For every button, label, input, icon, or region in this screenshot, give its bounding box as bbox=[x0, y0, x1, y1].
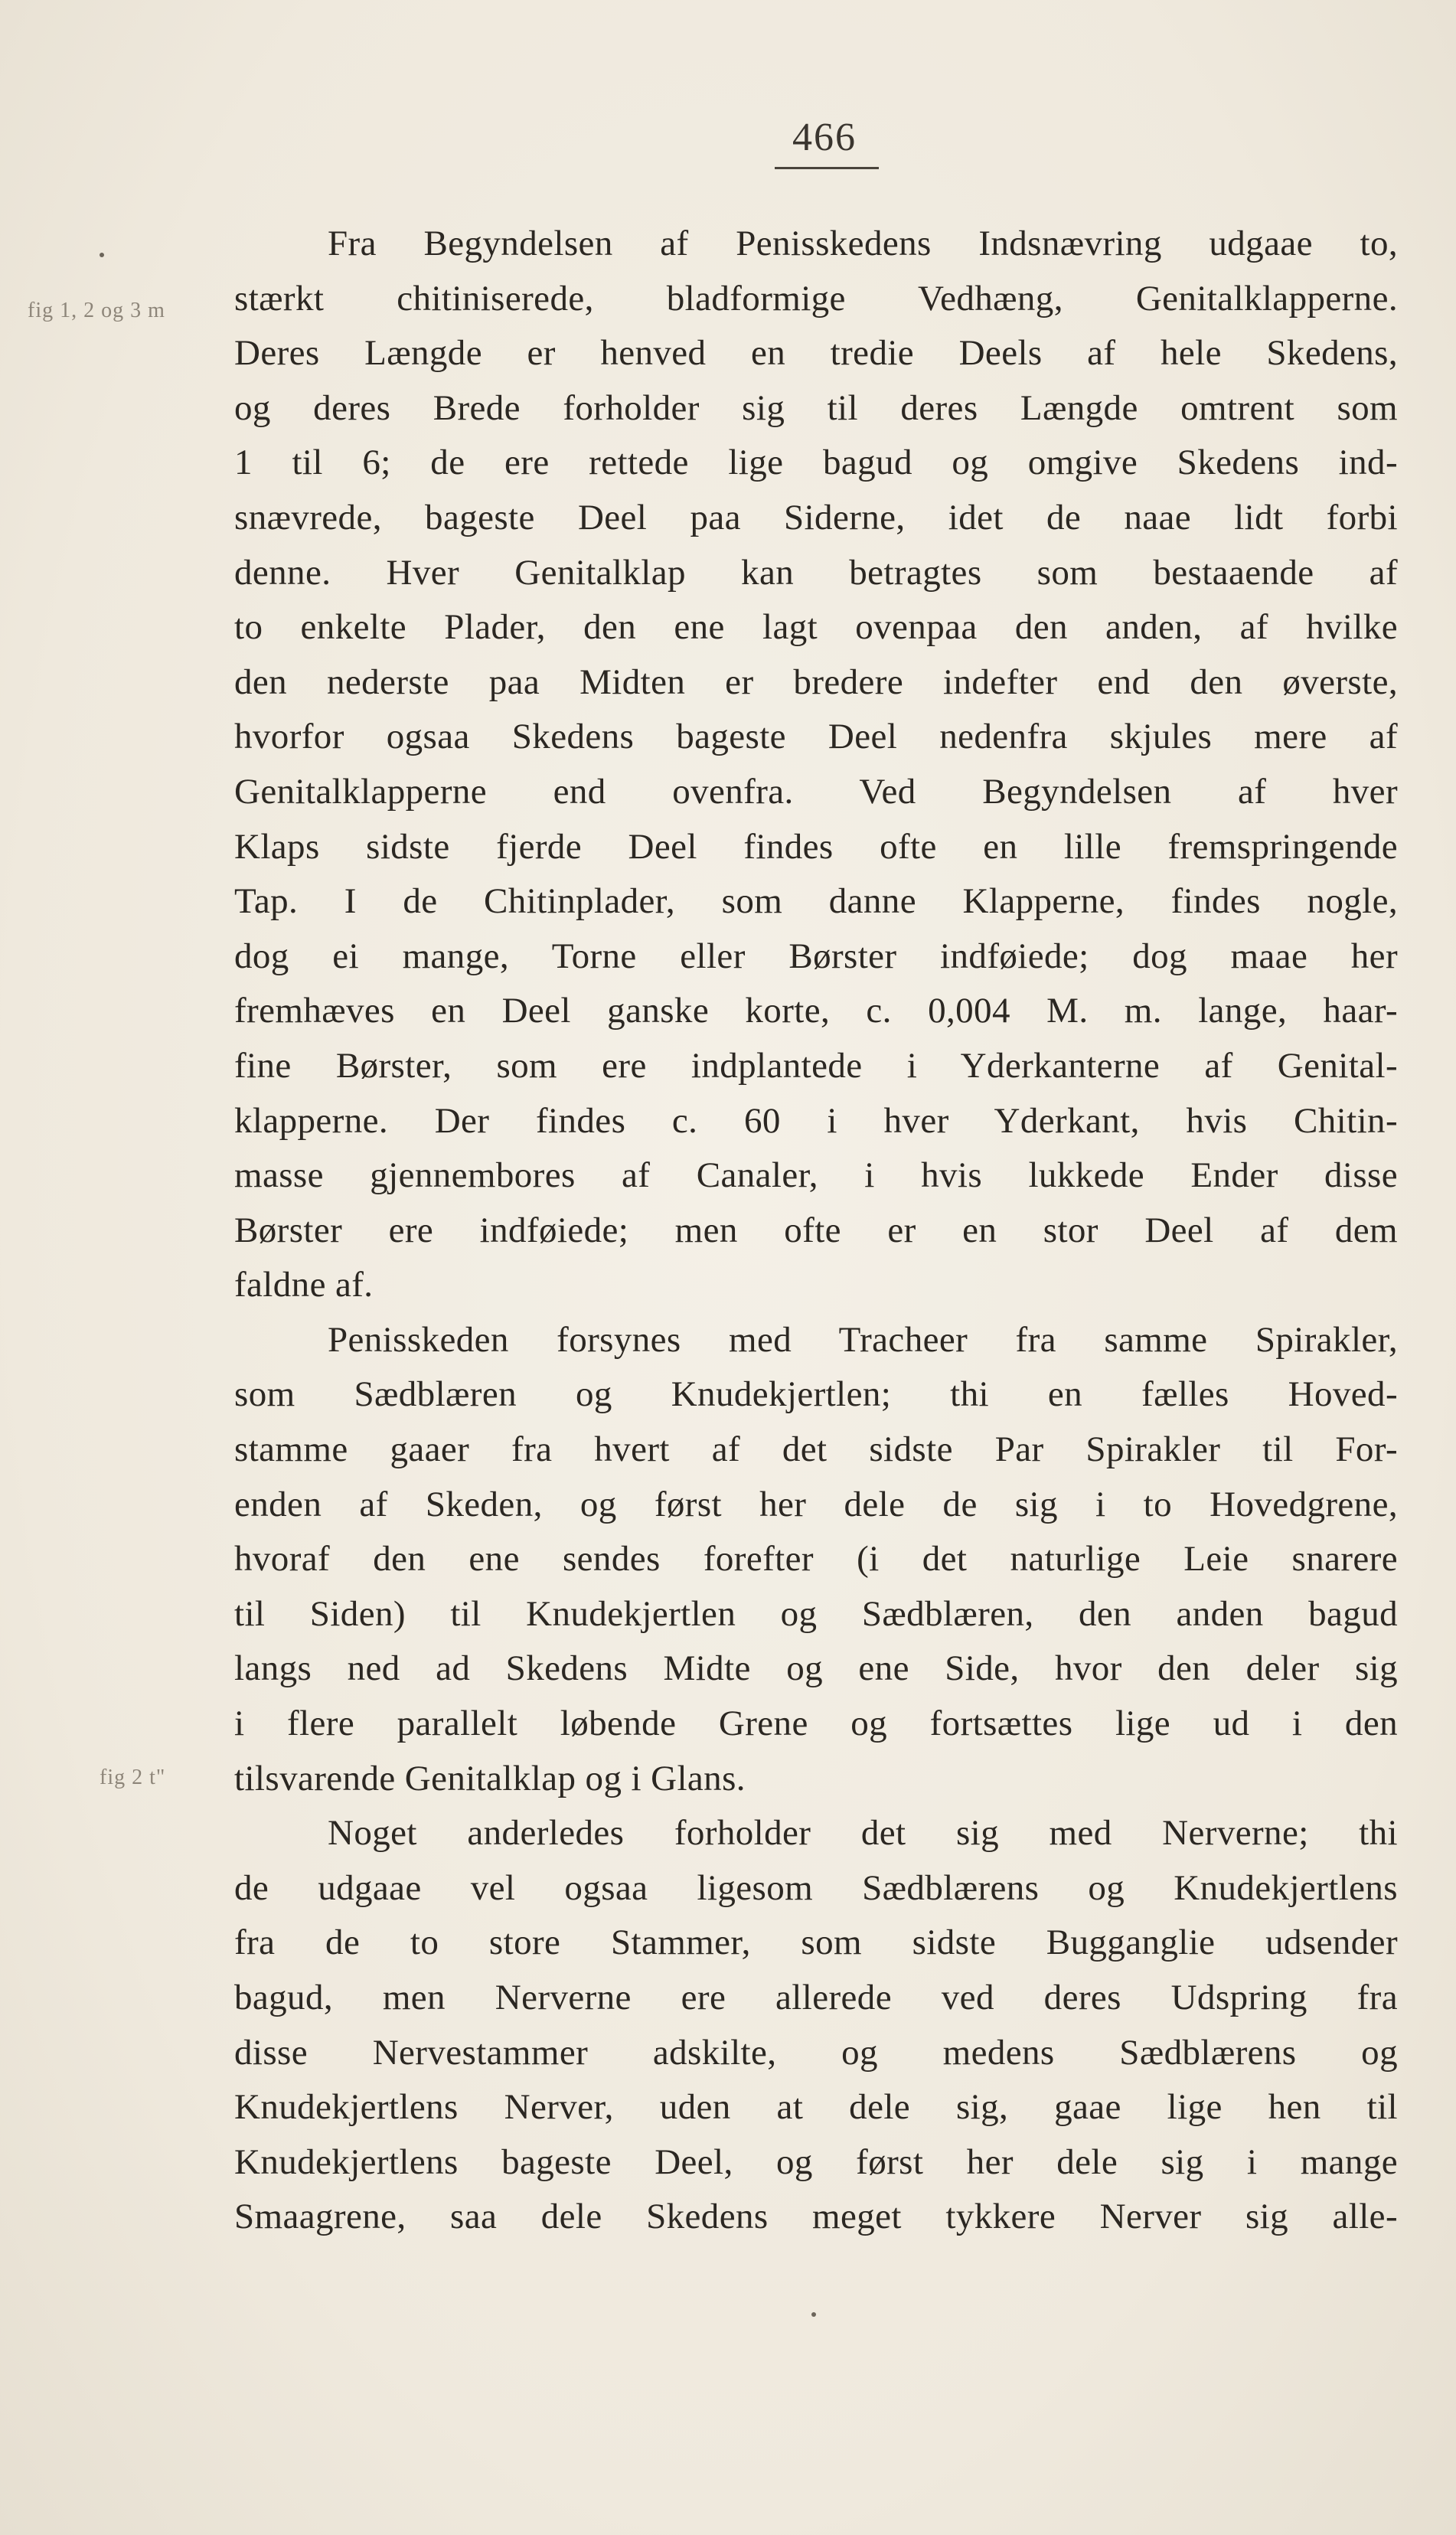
text-line: enden af Skeden, og først her dele de sig i to Hovedgrene, bbox=[234, 1484, 1398, 1524]
margin-note-figure-reference: fig 1, 2 og 3 m bbox=[28, 299, 165, 322]
text-line: Noget anderledes forholder det sig med Nerverne; thi bbox=[328, 1813, 1398, 1854]
text-line: bagud, men Nerverne ere allerede ved deres Udspring fra bbox=[234, 1978, 1398, 2017]
text-line: Klaps sidste fjerde Deel findes ofte en lille fremspringende bbox=[234, 826, 1398, 867]
text-line: fine Børster, som ere indplantede i Yderkanterne af Genital- bbox=[234, 1045, 1398, 1086]
text-line: Tap. I de Chitinplader, som danne Klapperne, findes nogle, bbox=[234, 881, 1398, 922]
text-line: den nederste paa Midten er bredere indefter end den øverste, bbox=[234, 662, 1398, 702]
text-line: 1 til 6; de ere rettede lige bagud og omgive Skedens ind- bbox=[234, 443, 1398, 483]
text-line: to enkelte Plader, den ene lagt ovenpaa den anden, af hvilke bbox=[234, 607, 1398, 648]
text-line: Penisskeden forsynes med Tracheer fra samme Spirakler, bbox=[328, 1319, 1398, 1360]
text-line: langs ned ad Skedens Midte og ene Side, hvor den deler sig bbox=[234, 1648, 1398, 1689]
text-line: stamme gaaer fra hvert af det sidste Par Spirakler til For- bbox=[234, 1429, 1398, 1470]
page-number-rule bbox=[775, 167, 879, 169]
page-number: 466 bbox=[792, 116, 857, 159]
text-line: fremhæves en Deel ganske korte, c. 0,004 M. m. lange, haar- bbox=[234, 991, 1398, 1031]
text-line: snævrede, bageste Deel paa Siderne, idet de naae lidt forbi bbox=[234, 497, 1398, 537]
text-line: Smaagrene, saa dele Skedens meget tykkere Nerver sig alle- bbox=[234, 2197, 1398, 2237]
text-line: Fra Begyndelsen af Penisskedens Indsnævring udgaae to, bbox=[328, 224, 1398, 263]
text-line: disse Nervestammer adskilte, og medens Sædblærens og bbox=[234, 2032, 1398, 2073]
text-line: Genitalklapperne end ovenfra. Ved Begyndelsen af hver bbox=[234, 771, 1398, 812]
ink-speck bbox=[811, 2312, 816, 2317]
text-line: dog ei mange, Torne eller Børster indføiede; dog maae her bbox=[234, 936, 1398, 976]
text-line: masse gjennembores af Canaler, i hvis lukkede Ender disse bbox=[234, 1155, 1398, 1196]
text-line: Børster ere indføiede; men ofte er en stor Deel af dem bbox=[234, 1210, 1398, 1250]
text-line: til Siden) til Knudekjertlen og Sædblæren, den anden bagud bbox=[234, 1593, 1398, 1634]
text-line: Knudekjertlens bageste Deel, og først her dele sig i mange bbox=[234, 2141, 1398, 2182]
margin-note-figure-reference: fig 2 t" bbox=[100, 1766, 166, 1789]
text-line: og deres Brede forholder sig til deres Længde omtrent som bbox=[234, 387, 1398, 428]
text-line: hvoraf den ene sendes forefter (i det naturlige Leie snarere bbox=[234, 1539, 1398, 1579]
body-text bbox=[234, 217, 1398, 2245]
text-line: tilsvarende Genitalklap og i Glans. bbox=[234, 1758, 746, 1798]
text-line: klapperne. Der findes c. 60 i hver Yderkant, hvis Chitin- bbox=[234, 1100, 1398, 1141]
text-line: stærkt chitiniserede, bladformige Vedhæng, Genitalklapperne. bbox=[234, 278, 1398, 319]
text-line: de udgaae vel ogsaa ligesom Sædblærens og Knudekjertlens bbox=[234, 1867, 1398, 1908]
text-line: som Sædblæren og Knudekjertlen; thi en fælles Hoved- bbox=[234, 1374, 1398, 1415]
text-line: fra de to store Stammer, som sidste Bugganglie udsender bbox=[234, 1922, 1398, 1963]
text-line: Deres Længde er henved en tredie Deels af hele Skedens, bbox=[234, 333, 1398, 374]
text-line: i flere parallelt løbende Grene og fortsættes lige ud i den bbox=[234, 1704, 1398, 1744]
text-line: denne. Hver Genitalklap kan betragtes som bestaaende af bbox=[234, 552, 1398, 593]
text-line: hvorfor ogsaa Skedens bageste Deel nedenfra skjules mere af bbox=[234, 717, 1398, 757]
text-line: faldne af. bbox=[234, 1265, 374, 1305]
ink-speck bbox=[100, 253, 104, 257]
text-line: Knudekjertlens Nerver, uden at dele sig, gaae lige hen til bbox=[234, 2087, 1398, 2128]
